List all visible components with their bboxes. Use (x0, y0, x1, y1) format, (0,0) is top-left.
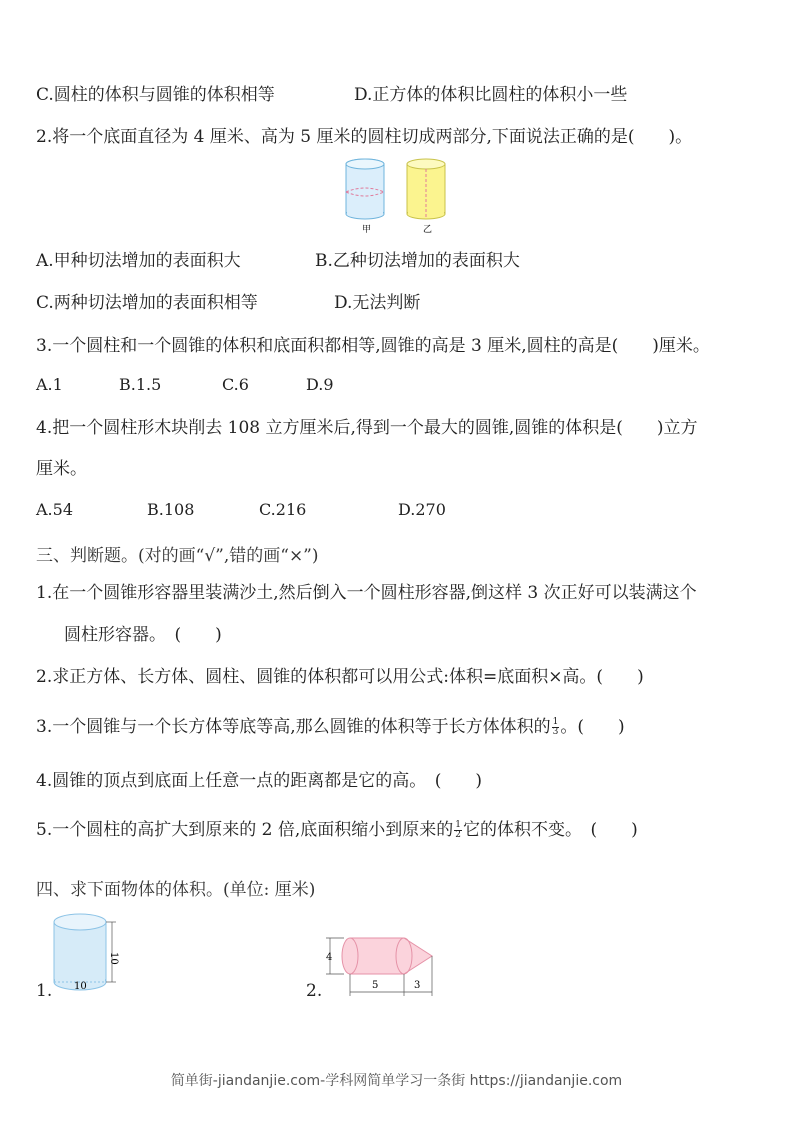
option-d: D.正方体的体积比圆柱的体积小一些 (354, 85, 628, 105)
q4-option-b: B.108 (147, 500, 195, 519)
fig-label-a: 甲 (362, 225, 372, 235)
figure-2-number: 2. (306, 981, 323, 1001)
judge-2: 2.求正方体、长方体、圆柱、圆锥的体积都可以用公式:体积=底面积×高。( ) (36, 667, 644, 687)
fig2-length1-label: 5 (372, 980, 379, 991)
cylinder-b-icon (407, 159, 445, 219)
judge-1-line2: 圆柱形容器。 ( ) (64, 625, 222, 645)
question-2-stem: 2.将一个底面直径为 4 厘米、高为 5 厘米的圆柱切成两部分,下面说法正确的是( )。 (36, 127, 693, 147)
cylinder-cone-figure (320, 930, 440, 1000)
question-3-stem: 3.一个圆柱和一个圆锥的体积和底面积都相等,圆锥的高是 3 厘米,圆柱的高是( )厘米。 (36, 336, 710, 356)
judge-1-line1: 1.在一个圆锥形容器里装满沙土,然后倒入一个圆柱形容器,倒这样 3 次正好可以装满这个 (36, 583, 697, 603)
section-4-title: 四、求下面物体的体积。(单位: 厘米) (36, 880, 316, 900)
question-4-stem-line1: 4.把一个圆柱形木块削去 108 立方厘米后,得到一个最大的圆锥,圆锥的体积是( )立方 (36, 418, 698, 438)
q3-option-b: B.1.5 (119, 375, 162, 394)
section-3-title: 三、判断题。(对的画“√”,错的画“×”) (36, 546, 319, 566)
q3-option-c: C.6 (222, 375, 249, 394)
fig2-diameter-label: 4 (326, 952, 333, 963)
cylinder-volume-figure (48, 910, 138, 1000)
judge-3-text: 3.一个圆锥与一个长方体等底等高,那么圆锥的体积等于长方体体积的 (36, 717, 551, 737)
q2-option-c: C.两种切法增加的表面积相等 (36, 293, 258, 313)
q3-option-a: A.1 (36, 375, 63, 394)
fig1-height-label: 10 (108, 952, 119, 965)
q3-option-d: D.9 (306, 375, 334, 394)
q2-option-a: A.甲种切法增加的表面积大 (36, 251, 241, 271)
judge-5-text: 5.一个圆柱的高扩大到原来的 2 倍,底面积缩小到原来的 (36, 820, 454, 840)
fraction-one-half: $\frac{1}{2}$ (455, 820, 461, 840)
judge-5-tail: 它的体积不变。 ( ) (462, 820, 638, 840)
option-c: C.圆柱的体积与圆锥的体积相等 (36, 85, 275, 105)
fig-label-b: 乙 (423, 225, 433, 235)
figure-1-number: 1. (36, 981, 53, 1001)
q2-option-b: B.乙种切法增加的表面积大 (315, 251, 520, 271)
judge-5 (36, 819, 638, 841)
cylinder-a-icon (346, 159, 384, 219)
judge-3-tail: 。( ) (560, 717, 625, 737)
q2-option-d: D.无法判断 (334, 293, 421, 313)
question-4-stem-line2: 厘米。 (36, 459, 87, 479)
page-footer: 简单街-jiandanjie.com-学科网简单学习一条街 https://jiandanjie.com (170, 1073, 623, 1089)
q4-option-a: A.54 (36, 500, 73, 519)
judge-4: 4.圆锥的顶点到底面上任意一点的距离都是它的高。 ( ) (36, 771, 482, 791)
cylinder-cut-figure (340, 156, 460, 236)
q4-option-d: D.270 (398, 500, 446, 519)
fig2-length2-label: 3 (414, 980, 421, 991)
fig1-diameter-label: 10 (74, 981, 87, 992)
judge-3 (36, 716, 625, 738)
fraction-one-third: $\frac{1}{3}$ (552, 717, 559, 737)
q4-option-c: C.216 (259, 500, 307, 519)
